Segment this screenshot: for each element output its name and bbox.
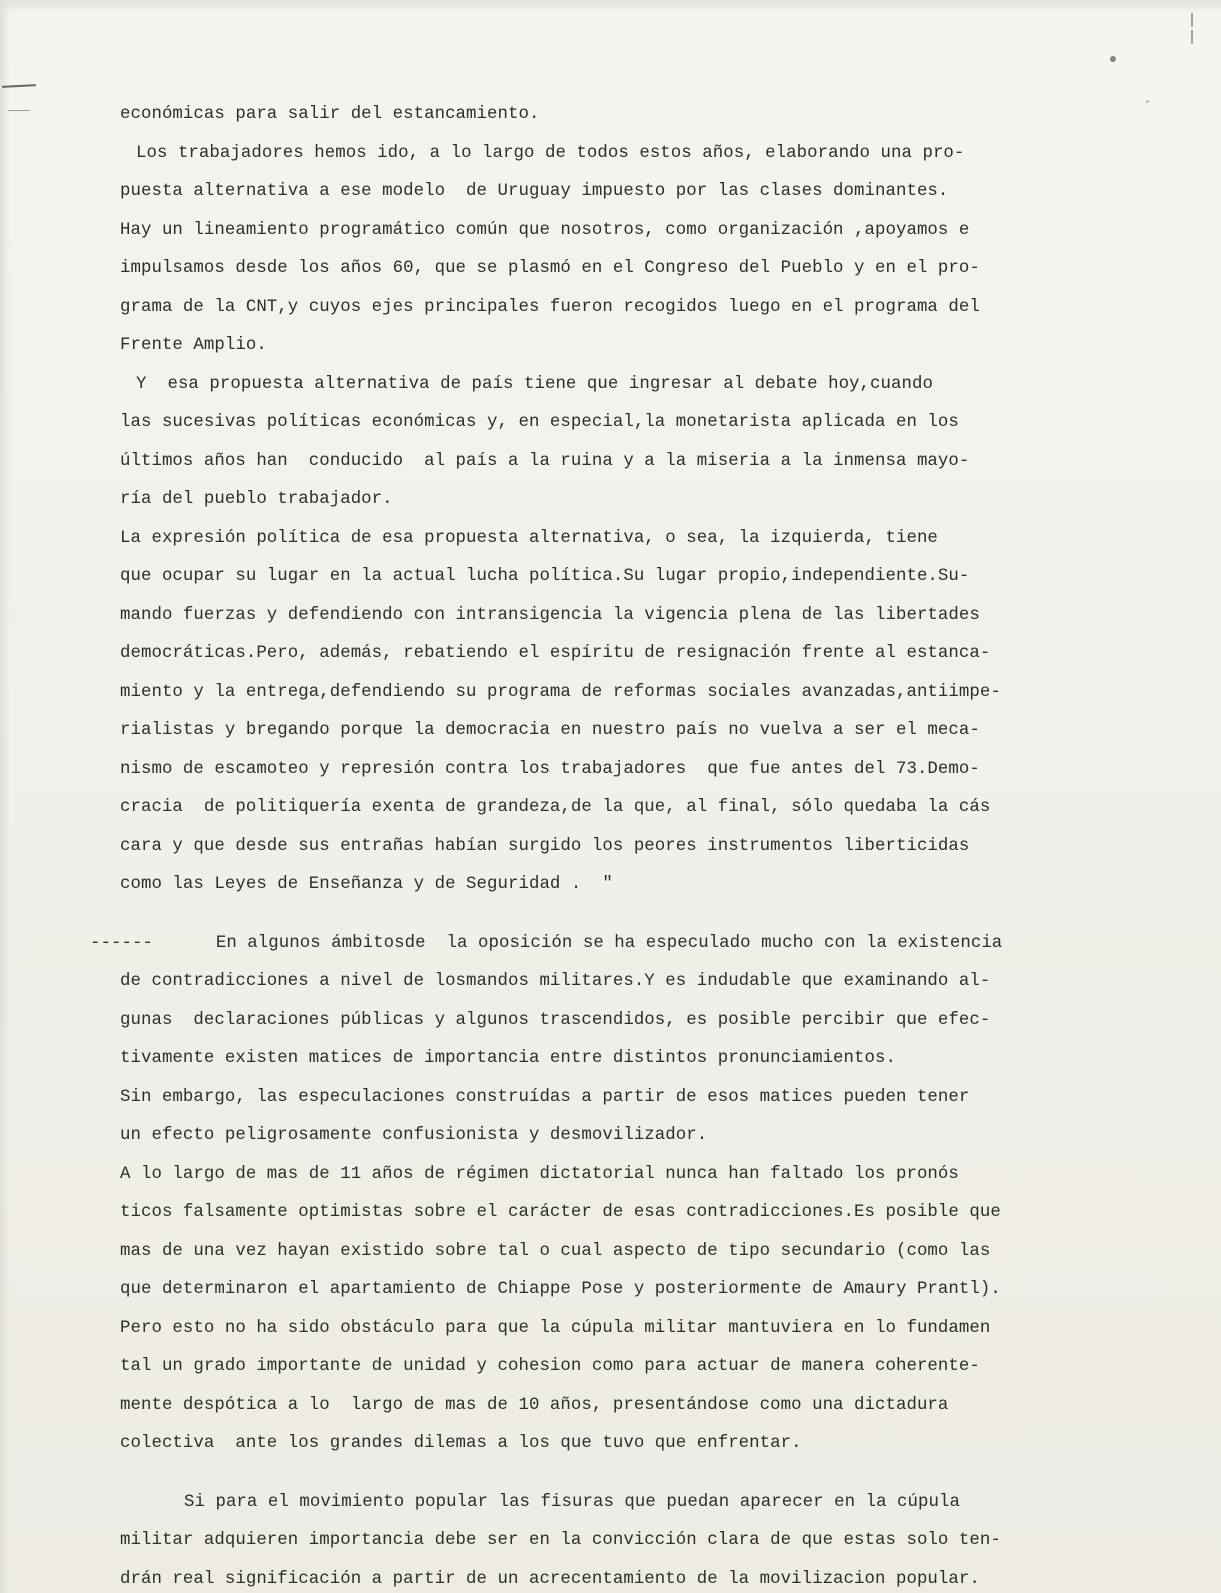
text-line: las sucesivas políticas económicas y, en especial,la monetarista aplicada en los [120, 413, 959, 432]
paragraph [120, 135, 1090, 366]
ink-dot-mark [1146, 100, 1149, 103]
paragraph [120, 366, 1090, 520]
paragraph [120, 1079, 1090, 1156]
text-line: democráticas.Pero, además, rebatiendo el espíritu de resignación frente al estanca- [120, 644, 991, 663]
ink-dot-mark [1110, 56, 1116, 62]
text-line: tivamente existen matices de importancia entre distintos pronunciamientos. [120, 1049, 896, 1068]
text-line: cracia de politiquería exenta de grandeza,de la que, al final, sólo quedaba la cás [120, 798, 991, 817]
text-line: tal un grado importante de unidad y cohesion como para actuar de manera coherente- [120, 1357, 980, 1376]
paragraph [120, 1484, 1090, 1593]
text-line: de contradicciones a nivel de losmandos militares.Y es indudable que examinando al- [120, 972, 991, 991]
text-line: cara y que desde sus entrañas habían surgido los peores instrumentos liberticidas [120, 836, 970, 856]
text-line: nismo de escamoteo y represión contra los trabajadores que fue antes del 73.Demo- [120, 759, 980, 779]
text-line: mas de una vez hayan existido sobre tal o cual aspecto de tipo secundario (como las [120, 1241, 991, 1261]
text-line: ría del pueblo trabajador. [120, 490, 393, 509]
text-line: económicas para salir del estancamiento. [120, 105, 540, 124]
text-line: rialistas y bregando porque la democracia en nuestro país no vuelva a ser el meca- [120, 721, 980, 740]
text-line: Los trabajadores hemos ido, a lo largo de todos estos años, elaborando una pro- [136, 143, 965, 163]
text-line: Sin embargo, las especulaciones construídas a partir de esos matices pueden tener [120, 1087, 970, 1107]
ink-dash-mark [8, 110, 30, 111]
text-line: mando fuerzas y defendiendo con intransigencia la vigencia plena de las libertades [120, 605, 980, 625]
text-line: colectiva ante los grandes dilemas a los que tuvo que enfrentar. [120, 1434, 802, 1453]
section-gap [120, 905, 1090, 925]
text-line: miento y la entrega,defendiendo su programa de reformas sociales avanzadas,antiimpe- [120, 682, 1001, 702]
text-line: ticos falsamente optimistas sobre el carácter de esas contradicciones.Es posible que [120, 1203, 1001, 1222]
paragraph [90, 925, 1090, 1079]
paragraph [120, 96, 1090, 135]
text-line: puesta alternativa a ese modelo de Uruguay impuesto por las clases dominantes. [120, 182, 949, 201]
text-line: drán real significación a partir de un acrecentamiento de la movilizacion popular. [120, 1569, 980, 1589]
text-line: como las Leyes de Enseñanza y de Seguridad . " [120, 875, 613, 894]
text-line: un efecto peligrosamente confusionista y desmovilizador. [120, 1126, 708, 1145]
text-line: mente despótica a lo largo de mas de 10 años, presentándose como una dictadura [120, 1395, 949, 1415]
page-left-edge [0, 0, 10, 1593]
document-body [90, 96, 1090, 1593]
text-line: Pero esto no ha sido obstáculo para que la cúpula militar mantuviera en lo fundamen [120, 1318, 991, 1338]
page-top-edge [0, 0, 1221, 14]
text-line: militar adquieren importancia debe ser en la convicción clara de que estas solo ten- [120, 1531, 1001, 1550]
text-line: últimos años han conducido al país a la ruina y a la miseria a la inmensa mayo- [120, 451, 970, 471]
text-line: A lo largo de mas de 11 años de régimen dictatorial nunca han faltado los pronós [120, 1164, 959, 1184]
paragraph [120, 520, 1090, 905]
text-line: Hay un lineamiento programático común que nosotros, como organización ,apoyamos e [120, 220, 970, 240]
text-line: que determinaron el apartamiento de Chiappe Pose y posteriormente de Amaury Prantl). [120, 1280, 1001, 1299]
text-line: que ocupar su lugar en la actual lucha política.Su lugar propio,independiente.Su- [120, 567, 970, 586]
text-line: Y esa propuesta alternativa de país tiene que ingresar al debate hoy,cuando [136, 374, 933, 394]
text-line: Frente Amplio. [120, 336, 267, 355]
text-line: Si para el movimiento popular las fisuras que puedan aparecer en la cúpula [184, 1492, 960, 1512]
text-line: gunas declaraciones públicas y algunos trascendidos, es posible percibir que efec- [120, 1010, 991, 1030]
text-line: ------ En algunos ámbitosde la oposición se ha especulado mucho con la existencia [90, 933, 1003, 953]
text-line: grama de la CNT,y cuyos ejes principales fueron recogidos luego en el programa del [120, 297, 980, 317]
text-line: La expresión política de esa propuesta alternativa, o sea, la izquierda, tiene [120, 528, 938, 548]
paragraph [120, 1156, 1090, 1464]
ink-dash-mark [2, 84, 36, 88]
margin-scribble-mark [1185, 10, 1199, 70]
text-line: impulsamos desde los años 60, que se plasmó en el Congreso del Pueblo y en el pro- [120, 259, 980, 278]
section-gap [120, 1464, 1090, 1484]
